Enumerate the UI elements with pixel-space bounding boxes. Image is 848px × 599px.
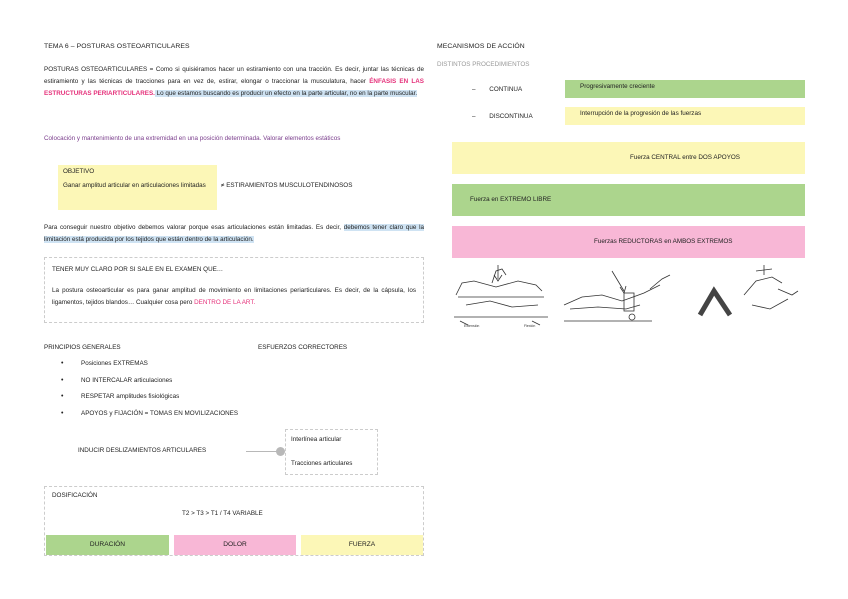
intro-emphasis: ÉNFASIS EN LAS ESTRUCTURAS PERIARTICULARES. — [44, 77, 424, 97]
figure-leg-extension — [454, 265, 548, 325]
procedure-name: CONTINUA — [489, 86, 523, 93]
dosage-formula: T2 > T3 > T1 / T4 VARIABLE — [182, 510, 263, 517]
exam-note-body: La postura osteoarticular es para ganar amplitud de movimiento en limitaciones periarticulares. Es decir, de la cápsula, los ligamentos, tejidos blandos… Cualquier cosa pero — [52, 286, 416, 307]
exam-note-box — [44, 257, 424, 323]
para-limitations-lead: Para conseguir nuestro objetivo debemos valorar porque esas articulaciones están limitadas. Es decir, — [44, 224, 344, 231]
dosage-title: DOSIFICACIÓN — [52, 492, 98, 499]
page-title: TEMA 6 – POSTURAS OSTEOARTICULARES — [44, 43, 190, 50]
list-item: • APOYOS y FIJACIÓN = TOMAS EN MOVILIZACIONES — [61, 410, 238, 419]
dosage-force-cell: FUERZA — [301, 535, 423, 555]
correctors-title: ESFUERZOS CORRECTORES — [258, 344, 348, 351]
para-limitations — [44, 222, 424, 246]
intro-tail: Lo que estamos buscando es producir un efecto en la parte articular, no en la parte muscular. — [154, 89, 418, 97]
force-both-ends-box: Fuerzas REDUCTORAS en AMBOS EXTREMOS — [452, 226, 805, 258]
list-item: • RESPETAR amplitudes fisiológicas — [61, 393, 238, 402]
dosage-pain-cell: DOLOR — [174, 535, 296, 555]
mechanisms-title: MECANISMOS DE ACCIÓN — [437, 43, 525, 50]
procedure-dash: – — [472, 86, 476, 93]
procedure-continuous — [472, 86, 522, 95]
exam-note-emphasis: DENTRO DE LA ART. — [194, 299, 256, 307]
intro-paragraph — [44, 64, 424, 100]
procedure-name: DISCONTINUA — [489, 113, 533, 120]
procedure-dash: – — [472, 113, 476, 120]
figure-arm-flexion — [564, 271, 670, 321]
principles-list — [61, 360, 238, 427]
caption-extension: Extensión — [464, 324, 480, 328]
objective-box — [58, 165, 217, 210]
correctors-root: INDUCIR DESLIZAMIENTOS ARTICULARES — [78, 447, 207, 454]
branch-interline: Interlínea articular — [291, 436, 342, 443]
connector-node — [276, 447, 285, 456]
exam-note-title: TENER MUY CLARO POR SI SALE EN EL EXAMEN QUE… — [52, 266, 224, 273]
objective-text: Ganar amplitud articular en articulaciones limitadas — [63, 181, 206, 189]
posture-illustrations — [452, 265, 806, 333]
force-central-box: Fuerza CENTRAL entre DOS APOYOS — [452, 142, 805, 174]
dosage-duration-cell: DURACIÓN — [46, 535, 169, 555]
procedure-discontinuous — [472, 113, 533, 122]
procedure-discontinuous-desc: Interrupción de la progresión de las fuerzas — [565, 107, 805, 125]
figure-knee-flexion — [700, 265, 798, 315]
objective-label: OBJETIVO — [63, 168, 95, 175]
intro-lead: POSTURAS OSTEOARTICULARES = Como si quisiéramos hacer un estiramiento con una tracción. Es decir, juntar las técnicas de estiramiento y las técnicas de tracciones para en vez de, estirar, elongar o traccionar la musculatura, hacer — [44, 66, 424, 85]
exam-note-text — [52, 285, 416, 310]
principles-title: PRINCIPIOS GENERALES — [44, 344, 121, 351]
list-item: • Posiciones EXTREMAS — [61, 360, 238, 369]
mechanisms-subtitle: DISTINTOS PROCEDIMIENTOS — [437, 61, 530, 68]
objective-contrast: ≠ ESTIRAMIENTOS MUSCULOTENDINOSOS — [221, 182, 353, 189]
connector-line — [246, 451, 278, 452]
correctors-branches — [285, 429, 378, 475]
caption-flexion: Flexión — [524, 324, 536, 328]
definition-text: Colocación y mantenimiento de una extremidad en una posición determinada. Valorar elementos estáticos — [44, 135, 341, 142]
list-item: • NO INTERCALAR articulaciones — [61, 377, 238, 386]
force-free-end-box: Fuerza en EXTREMO LIBRE — [452, 184, 805, 216]
branch-tractions: Tracciones articulares — [291, 460, 353, 467]
procedure-continuous-desc: Progresivamente creciente — [565, 80, 805, 98]
dosage-box — [44, 486, 424, 556]
para-limitations-highlight: debemos tener claro que la limitación está producida por los tejidos que están dentro de la articulación. — [44, 224, 424, 243]
